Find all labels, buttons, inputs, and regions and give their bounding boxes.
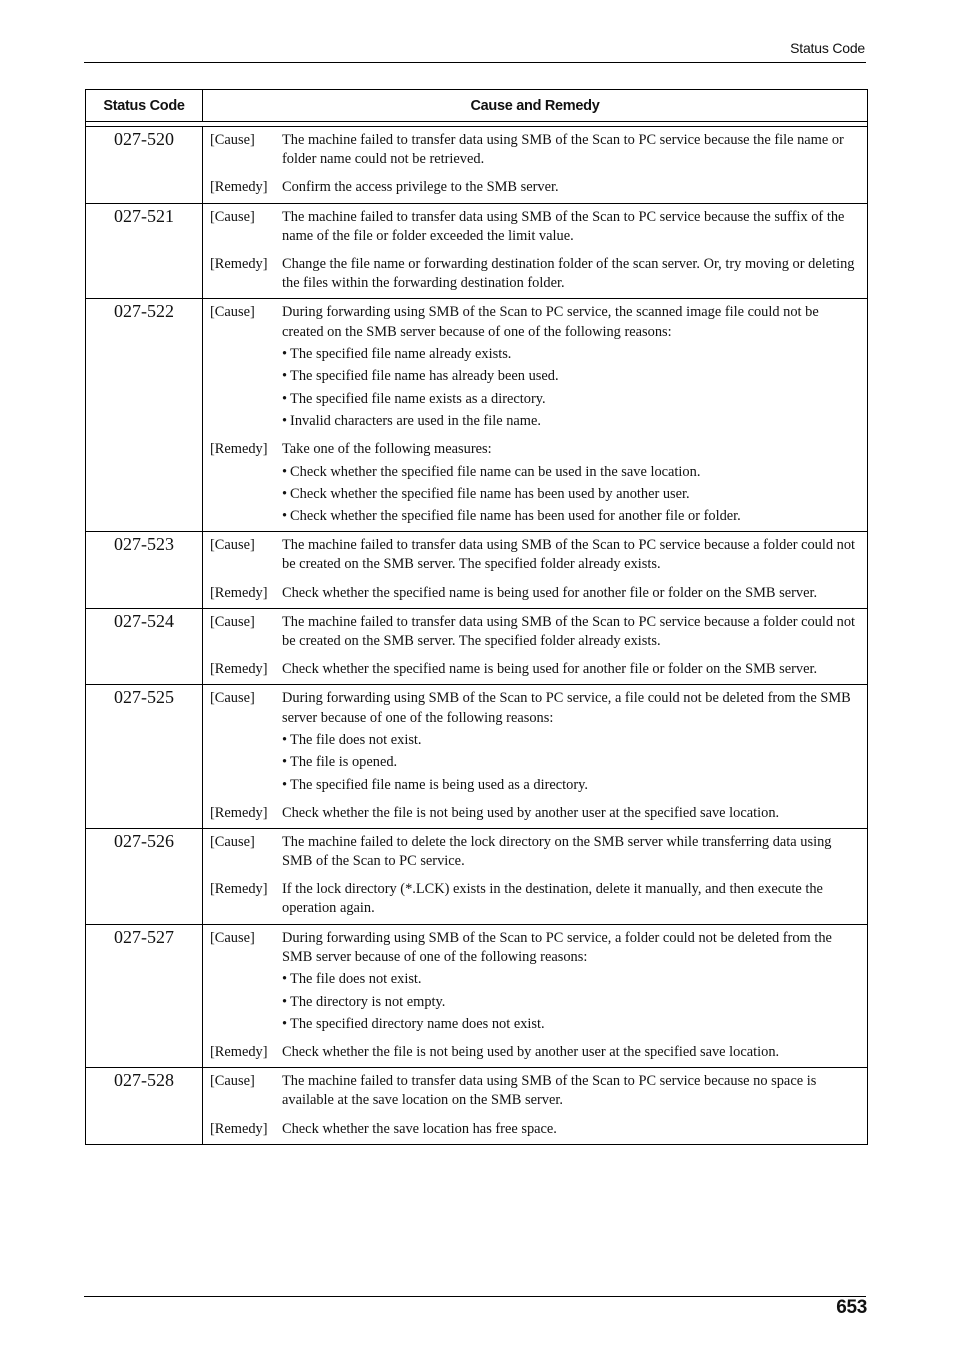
status-code: 027-521 — [86, 203, 203, 299]
cause-label: [Cause] — [210, 613, 255, 630]
cause-remedy-cell — [203, 532, 868, 609]
cause-remedy-cell — [203, 203, 868, 299]
remedy-label: [Remedy] — [210, 661, 268, 678]
bullet-text: The file is opened. — [290, 754, 398, 771]
bullet-text: The specified file name already exists. — [290, 346, 512, 363]
remedy-body — [282, 660, 859, 679]
bullet-item — [282, 485, 859, 504]
remedy-body — [282, 178, 859, 197]
bullet-item — [282, 970, 859, 989]
table-row — [86, 532, 868, 609]
cause-body — [282, 1072, 859, 1110]
cause-label: [Cause] — [210, 833, 255, 850]
cause-entry — [210, 929, 859, 1034]
remedy-entry — [210, 880, 859, 918]
table-row — [86, 828, 868, 924]
remedy-entry — [210, 804, 859, 823]
bullet-dot-icon: • — [282, 346, 288, 363]
cause-label: [Cause] — [210, 132, 255, 148]
bullet-text: Check whether the specified file name has been used for another file or folder. — [290, 508, 741, 525]
bullet-text: The specified file name is being used as a directory. — [290, 776, 589, 793]
remedy-text: Check whether the specified name is being used for another file or folder on the SMB server. — [282, 661, 818, 678]
cause-remedy-cell — [203, 924, 868, 1068]
remedy-label: [Remedy] — [210, 881, 268, 898]
bullet-text: Check whether the specified file name has been used by another user. — [290, 485, 690, 502]
bullet-dot-icon: • — [282, 993, 288, 1010]
cause-entry — [210, 689, 859, 794]
cause-entry — [210, 833, 859, 871]
footer-rule — [84, 1296, 866, 1297]
remedy-label: [Remedy] — [210, 1120, 268, 1137]
status-code: 027-520 — [86, 127, 203, 204]
cause-body — [282, 929, 859, 1034]
bullet-dot-icon: • — [282, 463, 288, 480]
bullet-text: The specified directory name does not exist. — [290, 1015, 545, 1032]
table-row — [86, 608, 868, 685]
bullet-dot-icon: • — [282, 485, 288, 502]
cause-remedy-cell — [203, 828, 868, 924]
table-row — [86, 1068, 868, 1145]
remedy-entry — [210, 255, 859, 293]
bullet-text: The file does not exist. — [290, 732, 422, 749]
cause-entry — [210, 536, 859, 574]
remedy-entry — [210, 440, 859, 526]
bullet-item — [282, 1015, 859, 1034]
bullet-item — [282, 731, 859, 750]
cause-text: During forwarding using SMB of the Scan to PC service, a file could not be deleted from the SMB server because of one of the following reasons: — [282, 690, 851, 726]
bullet-item — [282, 463, 859, 482]
bullet-dot-icon: • — [282, 413, 288, 430]
table-row — [86, 299, 868, 532]
cause-entry — [210, 131, 859, 169]
bullet-text: The specified file name has already been used. — [290, 368, 559, 385]
bullet-text: Check whether the specified file name can be used in the save location. — [290, 463, 701, 480]
status-code: 027-526 — [86, 828, 203, 924]
status-code: 027-528 — [86, 1068, 203, 1145]
remedy-text: Check whether the save location has free space. — [282, 1120, 557, 1137]
remedy-label: [Remedy] — [210, 584, 268, 601]
bullet-item — [282, 412, 859, 431]
running-header: Status Code — [790, 40, 865, 56]
bullet-dot-icon: • — [282, 732, 288, 749]
remedy-label: [Remedy] — [210, 804, 268, 821]
cause-text: The machine failed to transfer data using SMB of the Scan to PC service because a folder could not be created on the SMB server. The specified folder already exists. — [282, 537, 856, 573]
remedy-body — [282, 584, 859, 603]
bullet-item — [282, 390, 859, 409]
bullet-dot-icon: • — [282, 1015, 288, 1032]
remedy-body — [282, 440, 859, 526]
bullet-item — [282, 993, 859, 1012]
table-row — [86, 203, 868, 299]
column-header-status-code: Status Code — [86, 90, 203, 122]
column-header-cause-remedy: Cause and Remedy — [203, 90, 868, 122]
bullet-item — [282, 776, 859, 795]
cause-text: The machine failed to transfer data using SMB of the Scan to PC service because the suffix of the name of the file or folder exceeded the limit value. — [282, 208, 845, 244]
table-body — [86, 122, 868, 1145]
remedy-body — [282, 255, 859, 293]
bullet-item — [282, 507, 859, 526]
cause-remedy-cell — [203, 1068, 868, 1145]
cause-entry — [210, 613, 859, 651]
cause-remedy-cell — [203, 127, 868, 204]
cause-body — [282, 536, 859, 574]
cause-body — [282, 303, 859, 431]
remedy-label: [Remedy] — [210, 1043, 268, 1060]
bullet-text: The specified file name exists as a directory. — [290, 390, 546, 407]
cause-label: [Cause] — [210, 304, 255, 321]
bullet-dot-icon: • — [282, 368, 288, 385]
table-row — [86, 685, 868, 829]
remedy-entry — [210, 584, 859, 603]
status-code: 027-524 — [86, 608, 203, 685]
table-header-row — [86, 90, 868, 122]
table-row — [86, 924, 868, 1068]
cause-body — [282, 208, 859, 246]
cause-entry — [210, 208, 859, 246]
status-code: 027-523 — [86, 532, 203, 609]
cause-label: [Cause] — [210, 537, 255, 554]
bullet-dot-icon: • — [282, 754, 288, 771]
cause-entry — [210, 303, 859, 431]
bullet-item — [282, 367, 859, 386]
cause-remedy-cell — [203, 608, 868, 685]
remedy-body — [282, 804, 859, 823]
bullet-text: Invalid characters are used in the file name. — [290, 413, 541, 430]
cause-body — [282, 689, 859, 794]
cause-text: The machine failed to transfer data using SMB of the Scan to PC service because the file name or folder name could not be retrieved. — [282, 132, 844, 168]
cause-text: The machine failed to delete the lock directory on the SMB server while transferring data using SMB of the Scan to PC service. — [282, 833, 832, 870]
bullet-dot-icon: • — [282, 390, 288, 407]
status-code: 027-525 — [86, 685, 203, 829]
cause-body — [282, 833, 859, 871]
remedy-label: [Remedy] — [210, 179, 268, 196]
status-code: 027-527 — [86, 924, 203, 1068]
bullet-dot-icon: • — [282, 776, 288, 793]
remedy-text: Check whether the file is not being used by another user at the specified save location. — [282, 804, 780, 821]
remedy-text: Check whether the specified name is being used for another file or folder on the SMB server. — [282, 584, 818, 601]
remedy-label: [Remedy] — [210, 256, 268, 273]
remedy-body — [282, 1043, 859, 1062]
table-row — [86, 127, 868, 204]
bullet-item — [282, 345, 859, 364]
cause-entry — [210, 1072, 859, 1110]
remedy-text: Take one of the following measures: — [282, 441, 492, 458]
cause-label: [Cause] — [210, 690, 255, 707]
bullet-text: The file does not exist. — [290, 971, 422, 988]
cause-body — [282, 131, 859, 169]
cause-text: During forwarding using SMB of the Scan to PC service, a folder could not be deleted from the SMB server because of one of the following reasons: — [282, 929, 832, 965]
cause-label: [Cause] — [210, 1073, 255, 1090]
status-code-table — [85, 89, 868, 1145]
remedy-text: Change the file name or forwarding destination folder of the scan server. Or, try moving or deleting the files within the forwarding destination folder. — [282, 256, 855, 292]
cause-text: During forwarding using SMB of the Scan to PC service, the scanned image file could not be created on the SMB server because of one of the following reasons: — [282, 304, 819, 340]
bullet-text: The directory is not empty. — [290, 993, 446, 1010]
remedy-text: Confirm the access privilege to the SMB server. — [282, 179, 559, 196]
remedy-entry — [210, 660, 859, 679]
remedy-entry — [210, 1043, 859, 1062]
cause-text: The machine failed to transfer data using SMB of the Scan to PC service because no space is available at the save location on the SMB server. — [282, 1073, 817, 1109]
bullet-dot-icon: • — [282, 971, 288, 988]
cause-text: The machine failed to transfer data using SMB of the Scan to PC service because a folder could not be created on the SMB server. The specified folder already exists. — [282, 613, 856, 649]
remedy-body — [282, 1120, 859, 1139]
cause-label: [Cause] — [210, 929, 255, 946]
cause-body — [282, 613, 859, 651]
cause-remedy-cell — [203, 685, 868, 829]
bullet-dot-icon: • — [282, 508, 288, 525]
cause-remedy-cell — [203, 299, 868, 532]
status-code: 027-522 — [86, 299, 203, 532]
cause-label: [Cause] — [210, 208, 255, 225]
remedy-entry — [210, 178, 859, 197]
remedy-text: If the lock directory (*.LCK) exists in the destination, delete it manually, and then execute the operation again. — [282, 881, 823, 917]
page-number: 653 — [836, 1297, 867, 1318]
remedy-entry — [210, 1120, 859, 1139]
remedy-body — [282, 880, 859, 918]
remedy-label: [Remedy] — [210, 441, 268, 458]
bullet-item — [282, 753, 859, 772]
header-rule — [84, 62, 866, 63]
remedy-text: Check whether the file is not being used by another user at the specified save location. — [282, 1043, 780, 1060]
